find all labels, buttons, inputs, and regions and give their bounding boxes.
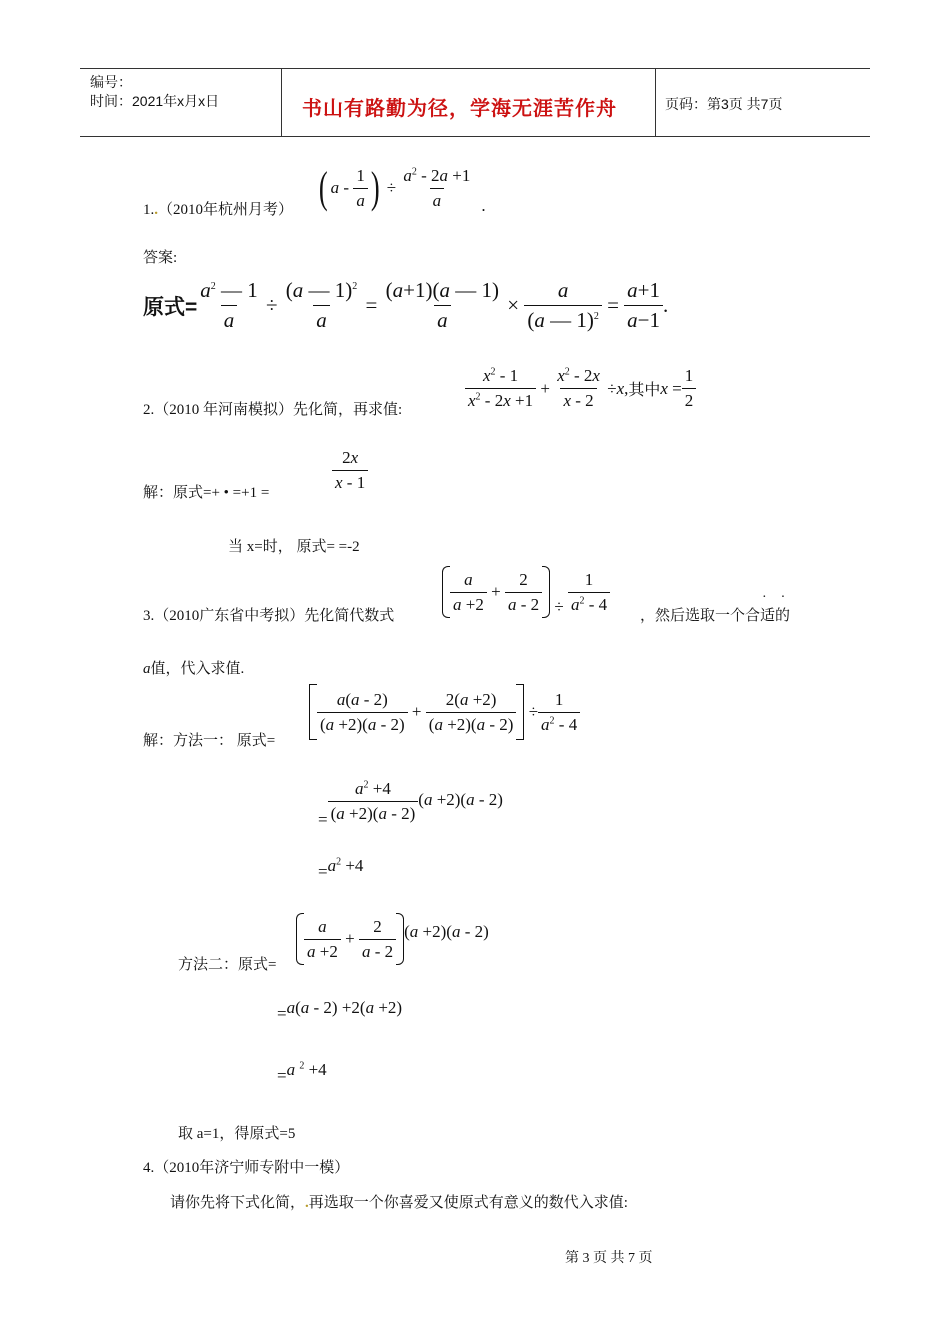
emphasis-dots: · ·: [762, 590, 786, 605]
q1-expression: ( a - 1 a ) ÷ $a^2 - 2a +1$ a .: [318, 163, 486, 215]
header-time: 时间：2021年x月x日: [90, 93, 220, 109]
q2-when-text: 当 x=时， 原式= =-2: [228, 539, 360, 555]
header-top-border: [80, 68, 870, 69]
q3-tail: ，然后选取一个合适的: [640, 608, 791, 624]
q1-answer-formula: 原式= $\frac{a^2 — 1}{a}$ ÷ (a — 1)$^2$ a = (a+1)(a — 1) a × a (a — 1)$^2$ = a+1 a−1 .: [143, 278, 669, 332]
q3-method1-line1: a(a - 2) (a +2)(a - 2) + 2(a +2) (a +2)(a - 2) ÷ 1 $a^2 - 4$: [309, 684, 580, 745]
q3-method2-line3: =a $^2$ +4: [277, 1060, 327, 1085]
q1-marker-dot: .: [154, 202, 158, 218]
q3-method1-line3: $=a^2 +4$: [318, 856, 364, 881]
q4-label: 4.（2010年济宁师专附中一模）: [143, 1160, 350, 1176]
q4-text: 请你先将下式化简，.再选取一个你喜爱又使原式有意义的数代入求值:: [170, 1195, 628, 1211]
q3-expression: a a +2 + 2 a - 2 ÷ $\frac{1}{a^2 - 4}$: [442, 566, 610, 623]
q3-method2-prefix: 方法二：原式=: [178, 957, 277, 973]
q1-source: （2010年杭州月考）: [158, 202, 294, 218]
q3-label: 3.（2010广东省中考拟）先化简代数式: [143, 608, 395, 624]
q1-answer-label: 答案:: [143, 250, 178, 266]
q3-method1-line2: = $\frac{a^2 +4}{(a +2)(a - 2)}$ (a +2)(a - 2): [318, 778, 503, 829]
header-serial: 编号：: [90, 74, 132, 90]
q3-method1-prefix: 解：方法一： 原式=: [143, 733, 276, 749]
q2-expression: $x^2 - 1$ $x^2 - 2x +1$ + $x^2 - 2x$ x - 2 ÷ x , 其中 x = 1 2: [465, 366, 696, 411]
header-motto: 书山有路勤为径，学海无涯苦作舟: [302, 98, 617, 120]
q3-line2: a值，代入求值.: [143, 661, 245, 677]
header-divider-left: [281, 68, 282, 136]
header-bottom-border: [80, 136, 870, 137]
q2-label: 2.（2010 年河南模拟）先化简，再求值:: [143, 402, 403, 418]
q2-solution-result: $\frac{2x}{x - 1}$: [332, 448, 368, 493]
q1-label: 1..（2010年杭州月考）: [143, 202, 294, 218]
q2-solution-prefix: 解：原式=+ • =+1 =: [143, 485, 270, 501]
q3-method2-line1: a a +2 + 2 a - 2 (a +2)(a - 2): [296, 913, 489, 970]
q4-marker-dot: .: [305, 1195, 309, 1211]
q2-condition: 其中: [628, 382, 661, 399]
footer-page-number: 第 3 页 共 7 页: [565, 1251, 653, 1266]
header-divider-right: [655, 68, 656, 136]
q3-method2-line2: =a(a - 2) +2(a +2): [277, 998, 403, 1023]
header-page: 页码：第3页 共7页: [665, 96, 783, 112]
q3-take-value: 取 a=1，得原式=5: [178, 1126, 296, 1142]
